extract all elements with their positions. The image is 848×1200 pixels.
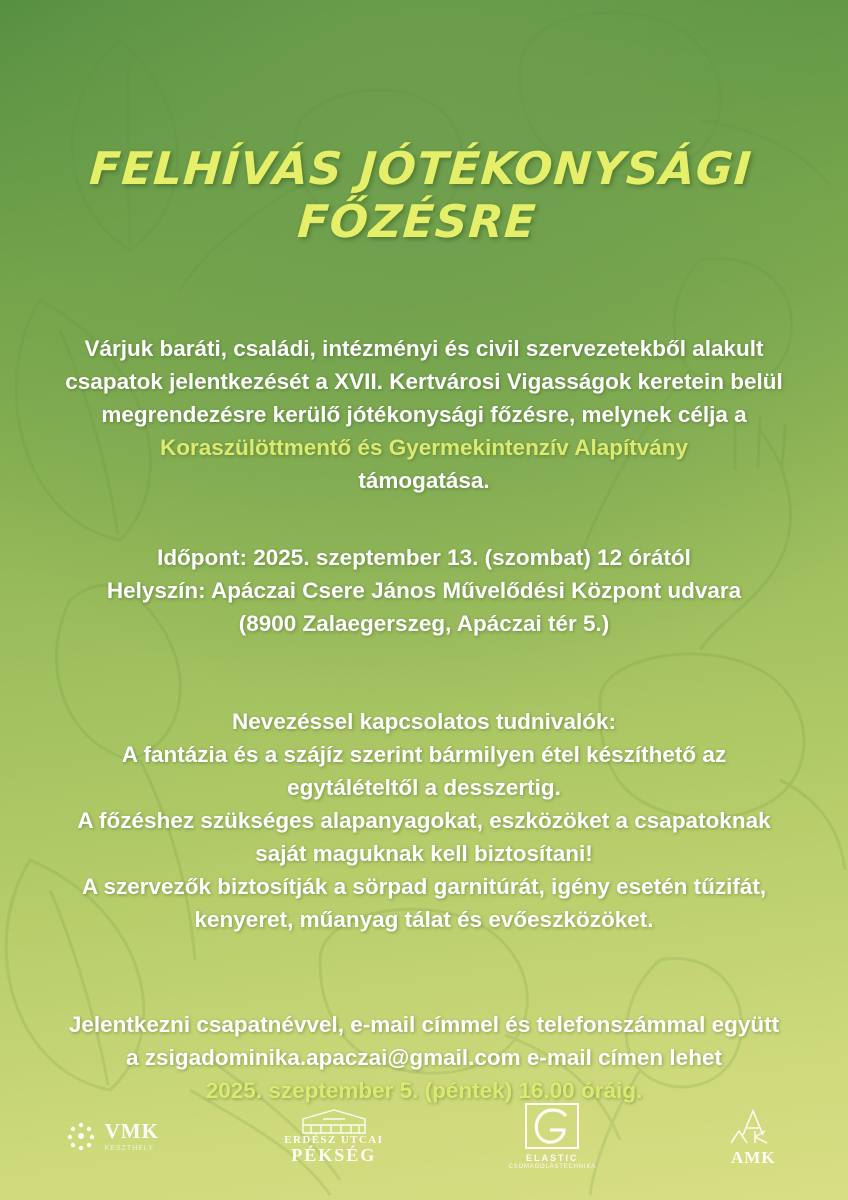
intro-paragraph (44, 332, 804, 497)
rules-line-4: saját maguknak kell biztosítani! (255, 840, 593, 866)
rules-line-2: egytálételtől a desszertig. (287, 774, 561, 800)
poster-body (44, 332, 804, 1107)
beneficiary-foundation: Koraszülöttmentő és Gyermekintenzív Alapítvány (159, 435, 689, 461)
application-deadline: 2025. szeptember 5. (péntek) 16.00 óráig. (205, 1078, 643, 1104)
amk-monogram-icon (721, 1105, 785, 1149)
vmk-logo-caption: KESZTHELY (104, 1144, 154, 1152)
pekseg-bottom-line: PÉKSÉG (291, 1145, 377, 1166)
elastic-e-icon (524, 1102, 580, 1154)
rules-line-5: A szervezők biztosítják a sörpad garnitúrát, igény esetén tűzifát, (81, 873, 767, 899)
event-venue: Helyszín: Apáczai Csere János Művelődési Központ udvara (106, 578, 742, 604)
sponsor-logos (0, 1090, 848, 1182)
apply-line-1: Jelentkezni csapatnévvel, e-mail címmel és telefonszámmal együtt (68, 1011, 780, 1037)
elastic-text (509, 1154, 596, 1170)
amk-logo-name: AMK (731, 1148, 776, 1168)
vmk-logo-name: VMK (104, 1119, 159, 1144)
entry-rules (44, 705, 804, 936)
rules-line-6: kenyeret, műanyag tálat és evőeszközöket. (194, 906, 654, 932)
vmk-logo-row (63, 1118, 159, 1154)
rules-heading: Nevezéssel kapcsolatos tudnivalók: (232, 708, 616, 734)
event-details (44, 541, 804, 640)
elastic-logo-name: ELASTIC (526, 1152, 579, 1163)
page-title: FELHÍVÁS JÓTÉKONYSÁGI FŐZÉSRE (87, 142, 754, 248)
event-date: Időpont: 2025. szeptember 13. (szombat) 12 órától (157, 545, 691, 571)
logo-vmk-keszthely (63, 1118, 159, 1154)
elastic-logo-caption: CSOMAGOLÁSTECHNIKA (508, 1163, 596, 1170)
logo-erdesz-utcai-pekseg (284, 1107, 383, 1165)
apply-email-line: a zsigadominika.apaczai@gmail.com e-mail címen lehet (126, 1045, 722, 1070)
bakery-building-icon (297, 1107, 371, 1135)
pekseg-text (284, 1135, 383, 1165)
rules-line-3: A főzéshez szükséges alapanyagokat, eszközöket a csapatoknak (77, 807, 771, 833)
dot-cluster-icon (63, 1118, 99, 1154)
event-address: (8900 Zalaegerszeg, Apáczai tér 5.) (238, 611, 610, 637)
rules-line-1: A fantázia és a szájíz szerint bármilyen étel készíthető az (121, 741, 727, 767)
intro-line-2: csapatok jelentkezését a XVII. Kertvárosi Vigasságok keretein belül (65, 369, 783, 395)
logo-amk (721, 1105, 785, 1167)
intro-line-5: támogatása. (358, 468, 490, 494)
logo-elastic (509, 1102, 596, 1170)
intro-line-1: Várjuk baráti, családi, intézményi és civil szervezetekből alakult (84, 336, 764, 361)
intro-line-3: megrendezésre kerülő jótékonysági főzésre, melynek célja a (101, 402, 747, 428)
pekseg-top-line: ERDÉSZ UTCAI (284, 1133, 384, 1146)
